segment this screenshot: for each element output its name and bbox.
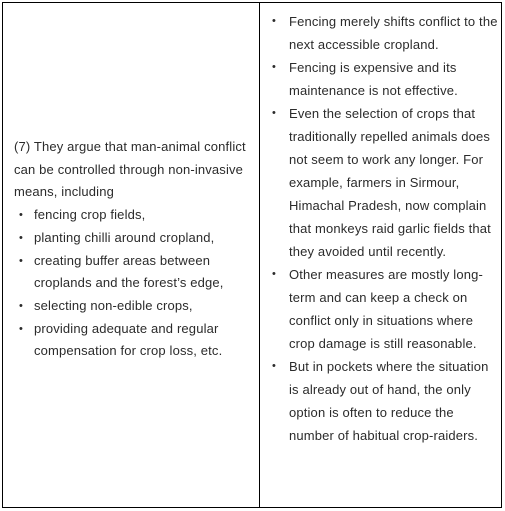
list-item-text: Even the selection of crops that traditionally repelled animals does not seem to work any longer. For example, farmers in Sirmour, Himachal Pradesh, now complain that monkeys raid garlic fields that they avoided until recently.: [289, 106, 491, 259]
bullet-icon: •: [272, 360, 277, 372]
list-item-text: planting chilli around cropland,: [34, 229, 215, 245]
list-item-text: Other measures are mostly long-term and can keep a check on conflict only in situations where crop damage is still reasonable.: [289, 267, 483, 351]
list-item-text: Fencing is expensive and its maintenance is not effective.: [289, 60, 458, 98]
argument-cell: [3, 3, 259, 507]
bullet-icon: •: [19, 322, 24, 335]
bullet-icon: •: [272, 61, 277, 73]
argument-list: [13, 204, 257, 363]
bullet-icon: •: [19, 231, 24, 244]
list-item: [13, 318, 257, 363]
bullet-icon: •: [272, 107, 277, 119]
list-item: [271, 102, 499, 263]
counterargument-content: [271, 10, 499, 447]
argument-content: [13, 136, 257, 363]
list-item: [271, 56, 499, 102]
counterargument-list: [271, 10, 499, 447]
bullet-icon: •: [272, 268, 277, 280]
list-item-text: But in pockets where the situation is already out of hand, the only option is often to reduce the number of habitual crop-raiders.: [289, 359, 489, 443]
list-item: [13, 250, 257, 295]
bullet-icon: •: [19, 299, 24, 312]
bullet-icon: •: [19, 209, 24, 222]
counterargument-cell: [260, 3, 501, 507]
argument-intro: (7) They argue that man-animal conflict can be controlled through non-invasive means, including: [14, 139, 246, 200]
list-item: [271, 263, 499, 355]
list-item-text: providing adequate and regular compensation for crop loss, etc.: [34, 320, 223, 359]
list-item: [271, 355, 499, 447]
list-item-text: creating buffer areas between croplands and the forest’s edge,: [34, 252, 224, 291]
list-item: [13, 295, 257, 318]
comparison-table: [2, 2, 502, 508]
list-item: [13, 204, 257, 227]
bullet-icon: •: [19, 254, 24, 267]
list-item-text: selecting non-edible crops,: [34, 297, 193, 313]
list-item: [271, 10, 499, 56]
list-item: [13, 227, 257, 250]
bullet-icon: •: [272, 15, 277, 27]
list-item-text: Fencing merely shifts conflict to the next accessible cropland.: [289, 14, 498, 52]
list-item-text: fencing crop fields,: [34, 207, 146, 223]
